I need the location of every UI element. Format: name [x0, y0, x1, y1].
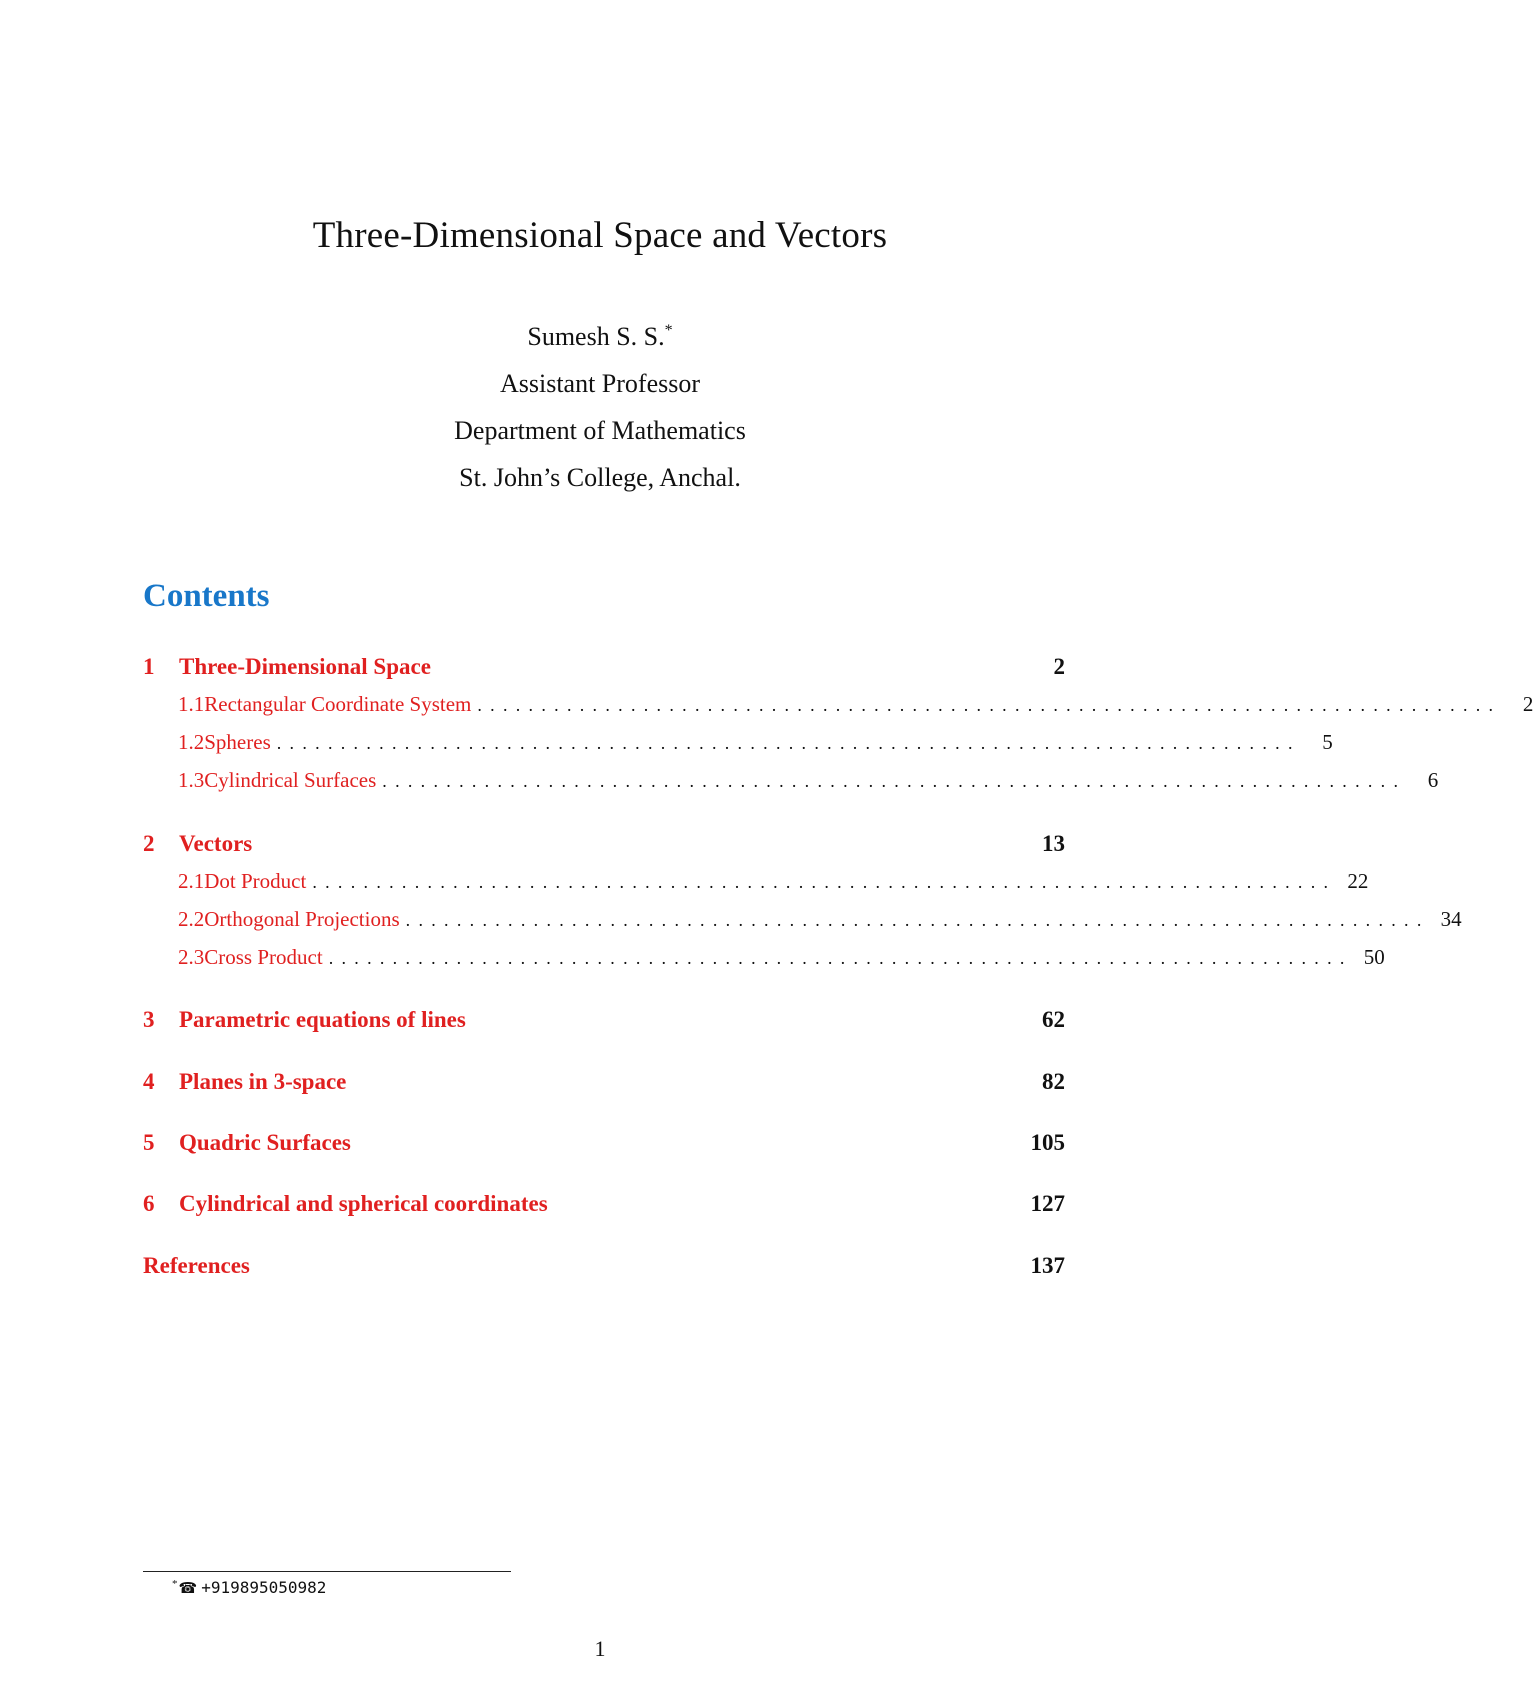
toc-section-number: 4	[143, 1069, 155, 1094]
toc-section-number: 1	[143, 654, 155, 679]
footnote-phone: +919895050982	[201, 1578, 327, 1597]
toc-leader-dots: ................................................................................	[382, 771, 1407, 791]
author-institution: St. John’s College, Anchal.	[459, 463, 741, 492]
toc-page-number: 5	[1322, 730, 1333, 754]
toc-page-number: 2	[1522, 692, 1533, 716]
toc-subsection[interactable]	[178, 869, 1369, 899]
toc-leader-dots: ................................................................................	[276, 733, 1301, 753]
toc-page-number: 2	[1053, 654, 1065, 679]
toc-subsection-number: 2.2	[178, 907, 205, 931]
toc-references[interactable]	[143, 1253, 1065, 1283]
author-name: Sumesh S. S.	[527, 322, 665, 351]
toc-leader-dots: ................................................................................	[477, 695, 1502, 715]
toc-section[interactable]	[143, 1191, 1065, 1221]
toc-section-link[interactable]: Cylindrical and spherical coordinates	[179, 1191, 548, 1216]
toc-page-number: 137	[1030, 1253, 1065, 1278]
author-block	[0, 307, 1200, 501]
page-number: 1	[594, 1636, 606, 1661]
toc-subsection-number: 1.1	[178, 692, 205, 716]
toc-page-number: 34	[1440, 907, 1462, 931]
footnote-rule	[143, 1571, 511, 1572]
toc-leader-dots: ................................................................................	[328, 948, 1353, 968]
toc-section-link[interactable]: Planes in 3-space	[179, 1069, 347, 1094]
toc-subsection-link[interactable]: Dot Product	[204, 869, 307, 893]
toc-section[interactable]	[143, 1007, 1065, 1037]
toc-subsection-link[interactable]: Cross Product	[204, 945, 323, 969]
author-department: Department of Mathematics	[454, 416, 746, 445]
toc-section[interactable]	[143, 654, 1065, 684]
toc-subsection[interactable]	[178, 907, 1462, 937]
toc-subsection[interactable]	[178, 768, 1439, 798]
toc-section-number: 2	[143, 831, 155, 856]
footnote-mark[interactable]: *	[664, 322, 673, 339]
toc-subsection-link[interactable]: Spheres	[204, 730, 271, 754]
toc-section-number: 5	[143, 1130, 155, 1155]
toc-section-link[interactable]: Vectors	[179, 831, 253, 856]
toc-subsection[interactable]	[178, 945, 1385, 975]
toc-section-link[interactable]: Three-Dimensional Space	[179, 654, 431, 679]
toc-page-number: 50	[1363, 945, 1385, 969]
toc-subsection-link[interactable]: Orthogonal Projections	[204, 907, 400, 931]
toc-subsection-number: 2.1	[178, 869, 205, 893]
toc-subsection-number: 1.3	[178, 768, 205, 792]
toc-section[interactable]	[143, 1069, 1065, 1099]
toc-section-number: 6	[143, 1191, 155, 1216]
toc-page-number: 82	[1042, 1069, 1065, 1094]
toc-subsection[interactable]	[178, 692, 1533, 722]
phone-icon: ☎	[178, 1579, 198, 1597]
toc-subsection-number: 2.3	[178, 945, 205, 969]
toc-page-number: 6	[1427, 768, 1439, 792]
toc-subsection-number: 1.2	[178, 730, 205, 754]
author-line	[0, 307, 1200, 360]
toc-leader-dots: ................................................................................	[405, 910, 1430, 930]
toc-references-link[interactable]: References	[143, 1253, 250, 1278]
toc-section[interactable]	[143, 831, 1065, 861]
toc-subsection-link[interactable]: Rectangular Coordinate System	[204, 692, 472, 716]
toc-section-link[interactable]: Parametric equations of lines	[179, 1007, 466, 1032]
author-position: Assistant Professor	[499, 369, 701, 398]
toc-page-number: 105	[1030, 1130, 1065, 1155]
toc-page-number: 62	[1042, 1007, 1065, 1032]
contents-heading: Contents	[143, 578, 270, 614]
toc-section[interactable]	[143, 1130, 1065, 1160]
toc-page-number: 127	[1030, 1191, 1065, 1216]
toc-section-link[interactable]: Quadric Surfaces	[179, 1130, 351, 1155]
toc-subsection[interactable]	[178, 730, 1333, 760]
document-title: Three-Dimensional Space and Vectors	[312, 215, 888, 256]
footnote-marker: *	[172, 1578, 178, 1590]
footnote	[172, 1578, 326, 1597]
toc-page-number: 22	[1347, 869, 1369, 893]
toc-page-number: 13	[1042, 831, 1065, 856]
toc-leader-dots: ................................................................................	[312, 872, 1337, 892]
toc-section-number: 3	[143, 1007, 155, 1032]
toc-subsection-link[interactable]: Cylindrical Surfaces	[204, 768, 377, 792]
